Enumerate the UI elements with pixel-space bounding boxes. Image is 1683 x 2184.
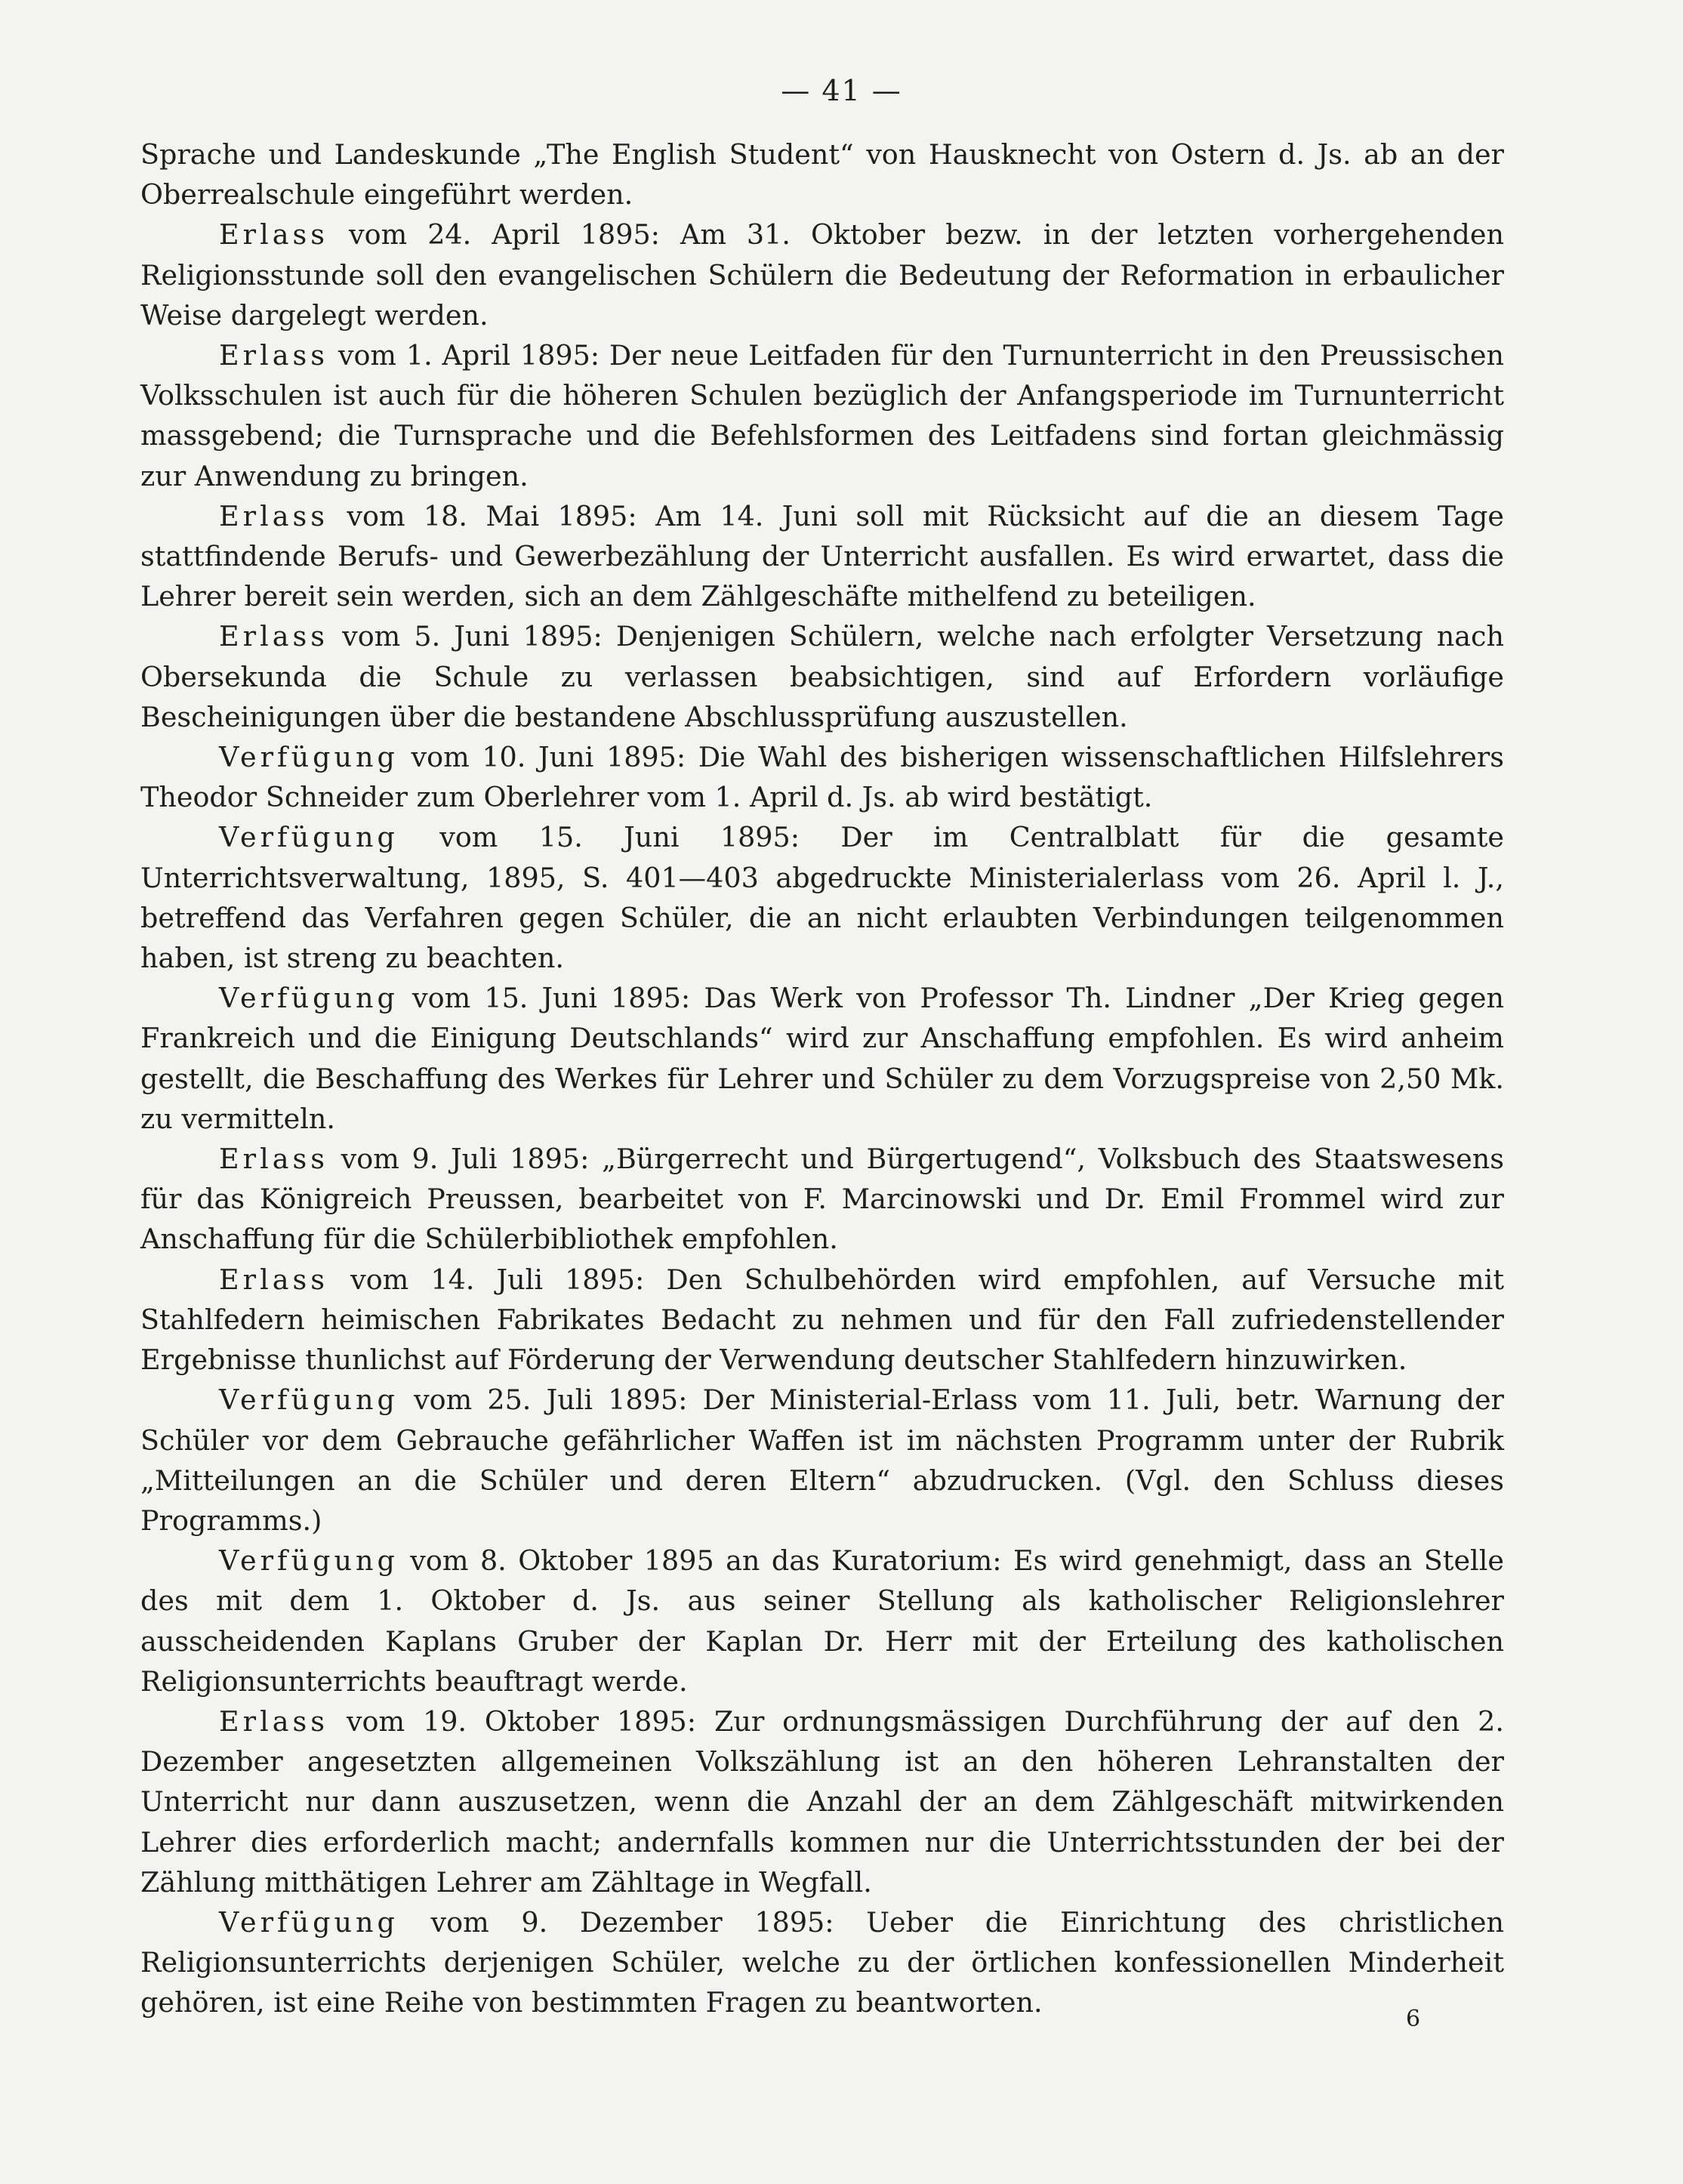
paragraph-erlass-24-april — [140, 214, 1504, 335]
paragraph-lead: Erlass — [219, 620, 328, 653]
paragraph-text: vom 15. Juni 1895: Der im Centralblatt für die gesamte Unterrichtsverwaltung, 1895, S. 401—403 abgedruckte Ministerialerlass vom 26. April l. J., betreffend das Verfahren gegen Schüler, die an nicht erlaubten Verbindungen teilgenommen haben, ist streng zu beachten. — [140, 821, 1504, 975]
paragraph-text: Sprache und Landeskunde „The English Student“ von Hausknecht von Ostern d. Js. ab an der Oberrealschule eingeführt werden. — [140, 138, 1504, 211]
paragraph-text: vom 19. Oktober 1895: Zur ordnungsmässigen Durchführung der auf den 2. Dezember angesetzten allgemeinen Volkszählung ist an den höheren Lehranstalten der Unterricht nur dann auszusetzen, wenn die Anzahl der an dem Zählgeschäft mitwirkenden Lehrer dies erforderlich macht; andernfalls kommen nur die Unterrichtsstunden der bei der Zählung mitthätigen Lehrer am Zähltage in Wegfall. — [140, 1704, 1504, 1899]
paragraph-text: vom 5. Juni 1895: Denjenigen Schülern, welche nach erfolgter Versetzung nach Obersekunda die Schule zu verlassen beabsichtigen, sind auf Erfordern vorläufige Bescheinigungen über die bestandene Abschlussprüfung auszustellen. — [140, 620, 1504, 733]
paragraph-text: vom 25. Juli 1895: Der Ministerial-Erlass vom 11. Juli, betr. Warnung der Schüler vor dem Gebrauche gefährlicher Waffen ist im nächsten Programm unter der Rubrik „Mitteilungen an die Schüler und deren Eltern“ abzudrucken. (Vgl. den Schluss dieses Programms.) — [140, 1384, 1504, 1537]
paragraph-verfuegung-9-dezember — [140, 1902, 1504, 2023]
paragraph-text: vom 18. Mai 1895: Am 14. Juni soll mit Rücksicht auf die an diesem Tage stattfindende Berufs- und Gewerbezählung der Unterricht ausfallen. Es wird erwartet, dass die Lehrer bereit sein werden, sich an dem Zählgeschäfte mithelfend zu beteiligen. — [140, 499, 1504, 613]
paragraph-lead: Erlass — [219, 218, 328, 251]
paragraph-text: vom 9. Dezember 1895: Ueber die Einrichtung des christlichen Religionsunterrichts derjenigen Schüler, welche zu der örtlichen konfessionellen Minderheit gehören, ist eine Reihe von bestimmten Fragen zu beantworten. — [140, 1905, 1504, 2019]
paragraph-lead: Erlass — [219, 1263, 328, 1296]
paragraph-text: vom 10. Juni 1895: Die Wahl des bisherigen wissenschaftlichen Hilfslehrers Theodor Schneider zum Oberlehrer vom 1. April d. Js. ab wird bestätigt. — [140, 741, 1504, 814]
paragraph-text: vom 8. Oktober 1895 an das Kuratorium: Es wird genehmigt, dass an Stelle des mit dem 1. Oktober d. Js. aus seiner Stellung als katholischer Religionslehrer ausscheidenden Kaplans Gruber der Kaplan Dr. Herr mit der Erteilung des katholischen Religionsunterrichts beauftragt werde. — [140, 1544, 1504, 1698]
paragraph-text: vom 14. Juli 1895: Den Schulbehörden wird empfohlen, auf Versuche mit Stahlfedern heimischen Fabrikates Bedacht zu nehmen und für den Fall zufriedenstellender Ergebnisse thunlichst auf Förderung der Verwendung deutscher Stahlfedern hinzuwirken. — [140, 1263, 1504, 1377]
paragraph-lead: Erlass — [219, 339, 328, 372]
paragraph-verfuegung-25-juli — [140, 1380, 1504, 1541]
paragraph-text: vom 24. April 1895: Am 31. Oktober bezw. in der letzten vorhergehenden Religionsstunde soll den evangelischen Schülern die Bedeutung der Reformation in erbaulicher Weise dargelegt werden. — [140, 218, 1504, 332]
paragraph-lead: Verfügung — [219, 1544, 399, 1578]
paragraph-verfuegung-8-oktober — [140, 1541, 1504, 1701]
paragraph-erlass-5-juni — [140, 616, 1504, 737]
paragraph-erlass-19-oktober — [140, 1701, 1504, 1902]
paragraph-verfuegung-15-juni-a — [140, 817, 1504, 978]
paragraph-erlass-18-mai — [140, 496, 1504, 617]
paragraph-erlass-1-april — [140, 335, 1504, 496]
document-body — [140, 134, 1504, 2023]
paragraph-erlass-9-juli — [140, 1139, 1504, 1260]
paragraph-text: vom 1. April 1895: Der neue Leitfaden für den Turnunterricht in den Preussischen Volksschulen ist auch für die höheren Schulen bezüglich der Anfangsperiode im Turnunterricht massgebend; die Turnsprache und die Befehlsformen des Leitfadens sind fortan gleichmässig zur Anwendung zu bringen. — [140, 339, 1504, 492]
sheet-number: 6 — [1406, 2006, 1421, 2032]
paragraph-lead: Verfügung — [219, 741, 399, 774]
paragraph-text: vom 15. Juni 1895: Das Werk von Professor Th. Lindner „Der Krieg gegen Frankreich und die Einigung Deutschlands“ wird zur Anschaffung empfohlen. Es wird anheim gestellt, die Beschaffung des Werkes für Lehrer und Schüler zu dem Vorzugspreise von 2,50 Mk. zu vermitteln. — [140, 982, 1504, 1135]
paragraph-verfuegung-10-juni — [140, 737, 1504, 817]
paragraph-lead: Verfügung — [219, 1905, 399, 1939]
paragraph-continuation — [140, 134, 1504, 214]
paragraph-text: vom 9. Juli 1895: „Bürgerrecht und Bürgertugend“, Volksbuch des Staatswesens für das Königreich Preussen, bearbeitet von F. Marcinowski und Dr. Emil Frommel wird zur Anschaffung für die Schülerbibliothek empfohlen. — [140, 1143, 1504, 1256]
paragraph-verfuegung-15-juni-b — [140, 978, 1504, 1139]
paragraph-lead: Verfügung — [219, 1384, 399, 1417]
paragraph-lead: Erlass — [219, 1704, 328, 1738]
paragraph-lead: Erlass — [219, 499, 328, 532]
page-number: — 41 — — [781, 74, 902, 107]
paragraph-lead: Erlass — [219, 1143, 328, 1176]
paragraph-lead: Verfügung — [219, 982, 399, 1015]
paragraph-lead: Verfügung — [219, 821, 399, 854]
paragraph-erlass-14-juli — [140, 1260, 1504, 1380]
